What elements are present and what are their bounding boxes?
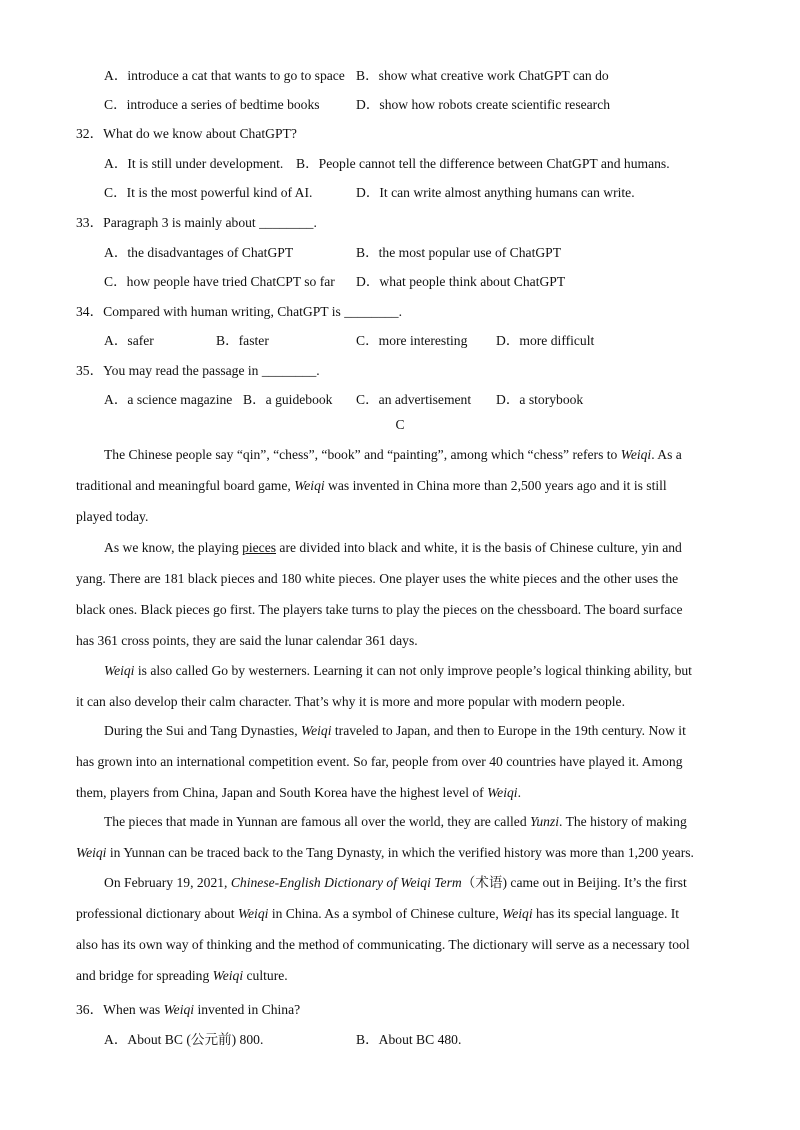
q33-option-a[interactable]: A．the disadvantages of ChatGPT [104, 245, 294, 260]
passage-paragraph-3 [76, 655, 724, 717]
passage-line: has 361 cross points, they are said the lunar calendar 361 days. [76, 633, 418, 648]
q31-option-b[interactable]: B．show what creative work ChatGPT can do [356, 68, 609, 83]
passage-line: them, players from China, Japan and South Korea have the highest level of Weiqi. [76, 785, 521, 800]
q36-stem: 36．When was Weiqi invented in China? [76, 1002, 301, 1017]
q35-option-b[interactable]: B．a guidebook [243, 392, 333, 407]
weiqi-term: Weiqi [620, 447, 652, 462]
yunzi-term: Yunzi [530, 814, 560, 829]
passage-line: professional dictionary about Weiqi in China. As a symbol of Chinese culture, Weiqi has its special language. It [76, 906, 680, 921]
passage-line: The pieces that made in Yunnan are famous all over the world, they are called Yunzi. The history of making [104, 814, 687, 829]
q34-option-b[interactable]: B．faster [216, 333, 269, 348]
q31-option-a[interactable]: A．introduce a cat that wants to go to space [104, 68, 345, 83]
passage-line: black ones. Black pieces go first. The players take turns to play the pieces on the chessboard. The board surface [76, 602, 683, 617]
q35-option-d[interactable]: D．a storybook [496, 392, 584, 407]
dictionary-title: Chinese-English Dictionary of Weiqi Term [230, 875, 462, 890]
q36-option-a[interactable]: A．About BC (公元前) 800. [104, 1032, 264, 1047]
q32-option-a[interactable]: A．It is still under development. [104, 156, 284, 171]
weiqi-term: Weiqi [104, 663, 135, 678]
passage-paragraph-2 [76, 532, 724, 656]
weiqi-term: Weiqi [163, 1002, 195, 1017]
passage-line: it can also develop their calm character. That’s why it is more and more popular with modern people. [76, 694, 625, 709]
weiqi-term: Weiqi [237, 906, 269, 921]
q33-option-b[interactable]: B．the most popular use of ChatGPT [356, 245, 562, 260]
q35-stem: 35．You may read the passage in ________. [76, 363, 320, 378]
passage-line: also has its own way of thinking and the method of communicating. The dictionary will serve as a necessary tool [76, 937, 690, 952]
passage-line: played today. [76, 509, 149, 524]
q33-stem: 33．Paragraph 3 is mainly about ________. [76, 215, 317, 230]
weiqi-term: Weiqi [487, 785, 518, 800]
passage-paragraph-5 [76, 806, 724, 868]
q36-option-b[interactable]: B．About BC 480. [356, 1032, 462, 1047]
passage-line: As we know, the playing pieces are divided into black and white, it is the basis of Chinese culture, yin and [104, 540, 682, 555]
q35-option-c[interactable]: C．an advertisement [356, 392, 472, 407]
passage-line: Weiqi is also called Go by westerners. Learning it can not only improve people’s logical thinking ability, but [104, 663, 692, 678]
weiqi-term: Weiqi [301, 723, 332, 738]
weiqi-term: Weiqi [212, 968, 244, 983]
section-label: C [395, 417, 405, 432]
q34-option-c[interactable]: C．more interesting [356, 333, 468, 348]
q33-option-d[interactable]: D．what people think about ChatGPT [356, 274, 566, 289]
q34-option-d[interactable]: D．more difficult [496, 333, 595, 348]
passage-line: The Chinese people say “qin”, “chess”, “book” and “painting”, among which “chess” refers to Weiqi. As a [104, 447, 682, 462]
passage-line: Weiqi in Yunnan can be traced back to the Tang Dynasty, in which the verified history was more than 1,200 years. [76, 845, 694, 860]
underlined-word: pieces [242, 540, 277, 555]
passage-line: During the Sui and Tang Dynasties, Weiqi traveled to Japan, and then to Europe in the 19th century. Now it [104, 723, 686, 738]
q31-option-d[interactable]: D．show how robots create scientific research [356, 97, 611, 112]
passage-line: On February 19, 2021, Chinese-English Dictionary of Weiqi Term（术语) came out in Beijing. It’s the first [104, 875, 687, 890]
q32-option-b[interactable]: B．People cannot tell the difference between ChatGPT and humans. [296, 156, 670, 171]
passage-line: and bridge for spreading Weiqi culture. [76, 968, 288, 983]
weiqi-term: Weiqi [294, 478, 325, 493]
passage-line: has grown into an international competition event. So far, people from over 40 countries have played it. Among [76, 754, 683, 769]
q32-stem: 32．What do we know about ChatGPT? [76, 126, 297, 141]
q31-option-c[interactable]: C．introduce a series of bedtime books [104, 97, 320, 112]
q34-option-a[interactable]: A．safer [104, 333, 154, 348]
weiqi-term: Weiqi [502, 906, 533, 921]
q32-option-d[interactable]: D．It can write almost anything humans can write. [356, 185, 635, 200]
q35-option-a[interactable]: A．a science magazine [104, 392, 233, 407]
passage-line: traditional and meaningful board game, Weiqi was invented in China more than 2,500 years ago and it is still [76, 478, 667, 493]
weiqi-term: Weiqi [76, 845, 107, 860]
passage-paragraph-1 [76, 439, 724, 532]
q34-stem: 34．Compared with human writing, ChatGPT is ________. [76, 304, 402, 319]
passage-line: yang. There are 181 black pieces and 180 white pieces. One player uses the white pieces and the other uses the [76, 571, 679, 586]
q33-option-c[interactable]: C．how people have tried ChatCPT so far [104, 274, 335, 289]
passage-paragraph-4 [76, 715, 724, 808]
passage-paragraph-6 [76, 867, 724, 991]
q32-option-c[interactable]: C．It is the most powerful kind of AI. [104, 185, 313, 200]
